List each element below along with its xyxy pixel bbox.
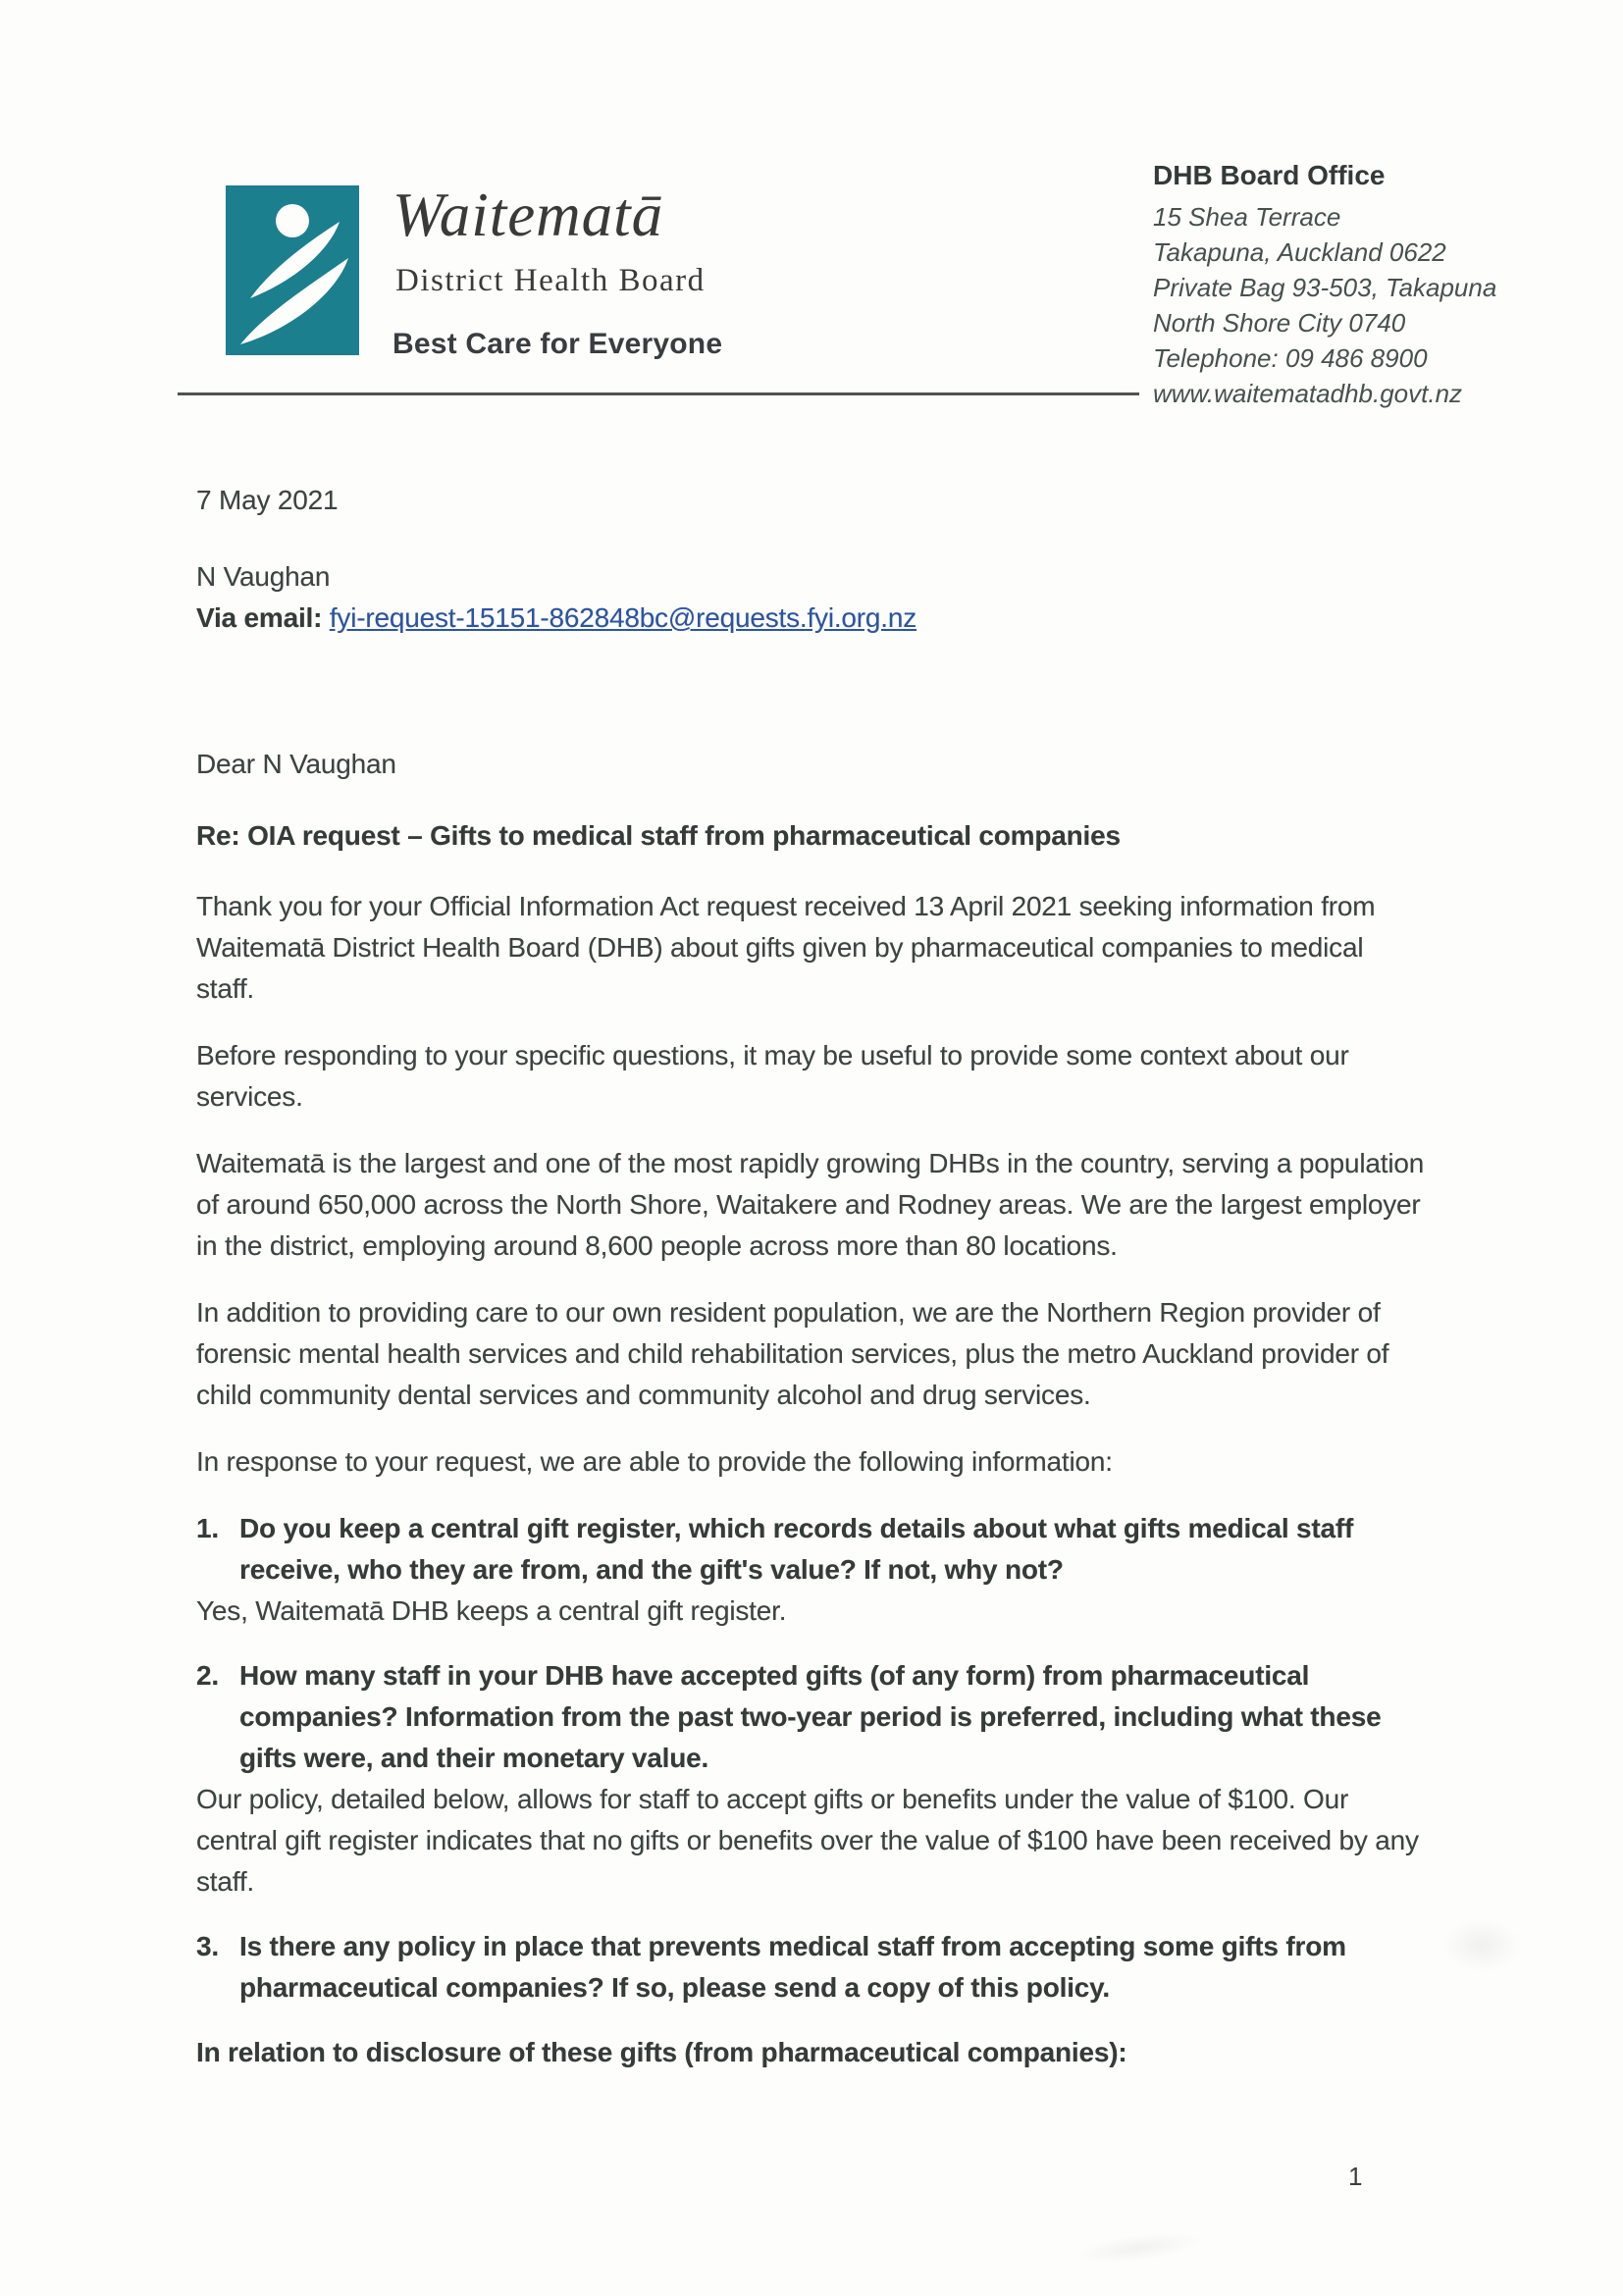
question-number: 1.	[196, 1513, 219, 1543]
org-name: Waitematā	[393, 181, 664, 249]
scan-artifact	[1073, 2227, 1203, 2269]
letter-body	[196, 480, 1425, 2073]
question-text: Do you keep a central gift register, which records details about what gifts medical staff receive, who they are from, and the gift's value? If not, why not?	[239, 1513, 1354, 1585]
paragraph: Thank you for your Official Information Act request received 13 April 2021 seeking information from Waitematā District Health Board (DHB) about gifts given by pharmaceutical companies to medical staff.	[196, 891, 1376, 1004]
office-telephone: Telephone: 09 486 8900	[1153, 343, 1428, 373]
recipient-name: N Vaughan	[196, 561, 331, 592]
paragraph: Before responding to your specific questions, it may be useful to provide some context about our services.	[196, 1040, 1349, 1112]
office-address-line: North Shore City 0740	[1153, 308, 1406, 338]
question-item-3	[196, 1926, 1425, 2009]
office-address-line: Private Bag 93-503, Takapuna	[1153, 273, 1497, 302]
question-text: Is there any policy in place that prevents medical staff from accepting some gifts from pharmaceutical companies? If so, please send a copy of this policy.	[239, 1931, 1346, 2003]
org-tagline: Best Care for Everyone	[393, 328, 723, 360]
closing-heading: In relation to disclosure of these gifts (from pharmaceutical companies):	[196, 2037, 1127, 2067]
office-address-line: Takapuna, Auckland 0622	[1153, 237, 1446, 267]
paragraph: Waitematā is the largest and one of the most rapidly growing DHBs in the country, serving a population of around 650,000 across the North Shore, Waitakere and Rodney areas. We are the largest employer in the district, employing around 8,600 people across more than 80 locations.	[196, 1148, 1425, 1261]
letterhead-divider	[178, 392, 1139, 395]
recipient-block	[196, 556, 1425, 639]
question-text: How many staff in your DHB have accepted gifts (of any form) from pharmaceutical companies? Information from the past two-year period is preferred, including what these gifts were, and their monetary value.	[239, 1660, 1382, 1773]
office-website: www.waitematadhb.govt.nz	[1153, 379, 1463, 408]
scan-artifact	[1442, 1918, 1521, 1972]
question-number: 3.	[196, 1931, 219, 1961]
via-email-line	[196, 598, 1425, 639]
via-email-label: Via email:	[196, 602, 323, 633]
office-contact-block	[1153, 160, 1565, 411]
org-subtitle: District Health Board	[395, 263, 706, 298]
waitemata-dhb-logo-icon	[226, 185, 359, 355]
office-address-line: 15 Shea Terrace	[1153, 202, 1341, 232]
question-item-2	[196, 1655, 1425, 1779]
answer-text: Yes, Waitematā DHB keeps a central gift register.	[196, 1595, 787, 1626]
subject-line: Re: OIA request – Gifts to medical staff from pharmaceutical companies	[196, 820, 1121, 851]
salutation: Dear N Vaughan	[196, 749, 396, 779]
office-title: DHB Board Office	[1153, 160, 1386, 190]
answer-text: Our policy, detailed below, allows for staff to accept gifts or benefits under the value of $100. Our central gift register indicates that no gifts or benefits over the value of $100 have been received by any staff.	[196, 1784, 1419, 1897]
letter-date: 7 May 2021	[196, 485, 339, 515]
page-number: 1	[1348, 2162, 1363, 2191]
question-number: 2.	[196, 1660, 219, 1691]
question-item-1	[196, 1508, 1425, 1591]
paragraph: In addition to providing care to our own resident population, we are the Northern Region provider of forensic mental health services and child rehabilitation services, plus the metro Auckland provider of child community dental services and community alcohol and drug services.	[196, 1297, 1389, 1410]
requester-email-link[interactable]: fyi-request-15151-862848bc@requests.fyi.org.nz	[329, 602, 917, 633]
paragraph: In response to your request, we are able to provide the following information:	[196, 1446, 1113, 1477]
